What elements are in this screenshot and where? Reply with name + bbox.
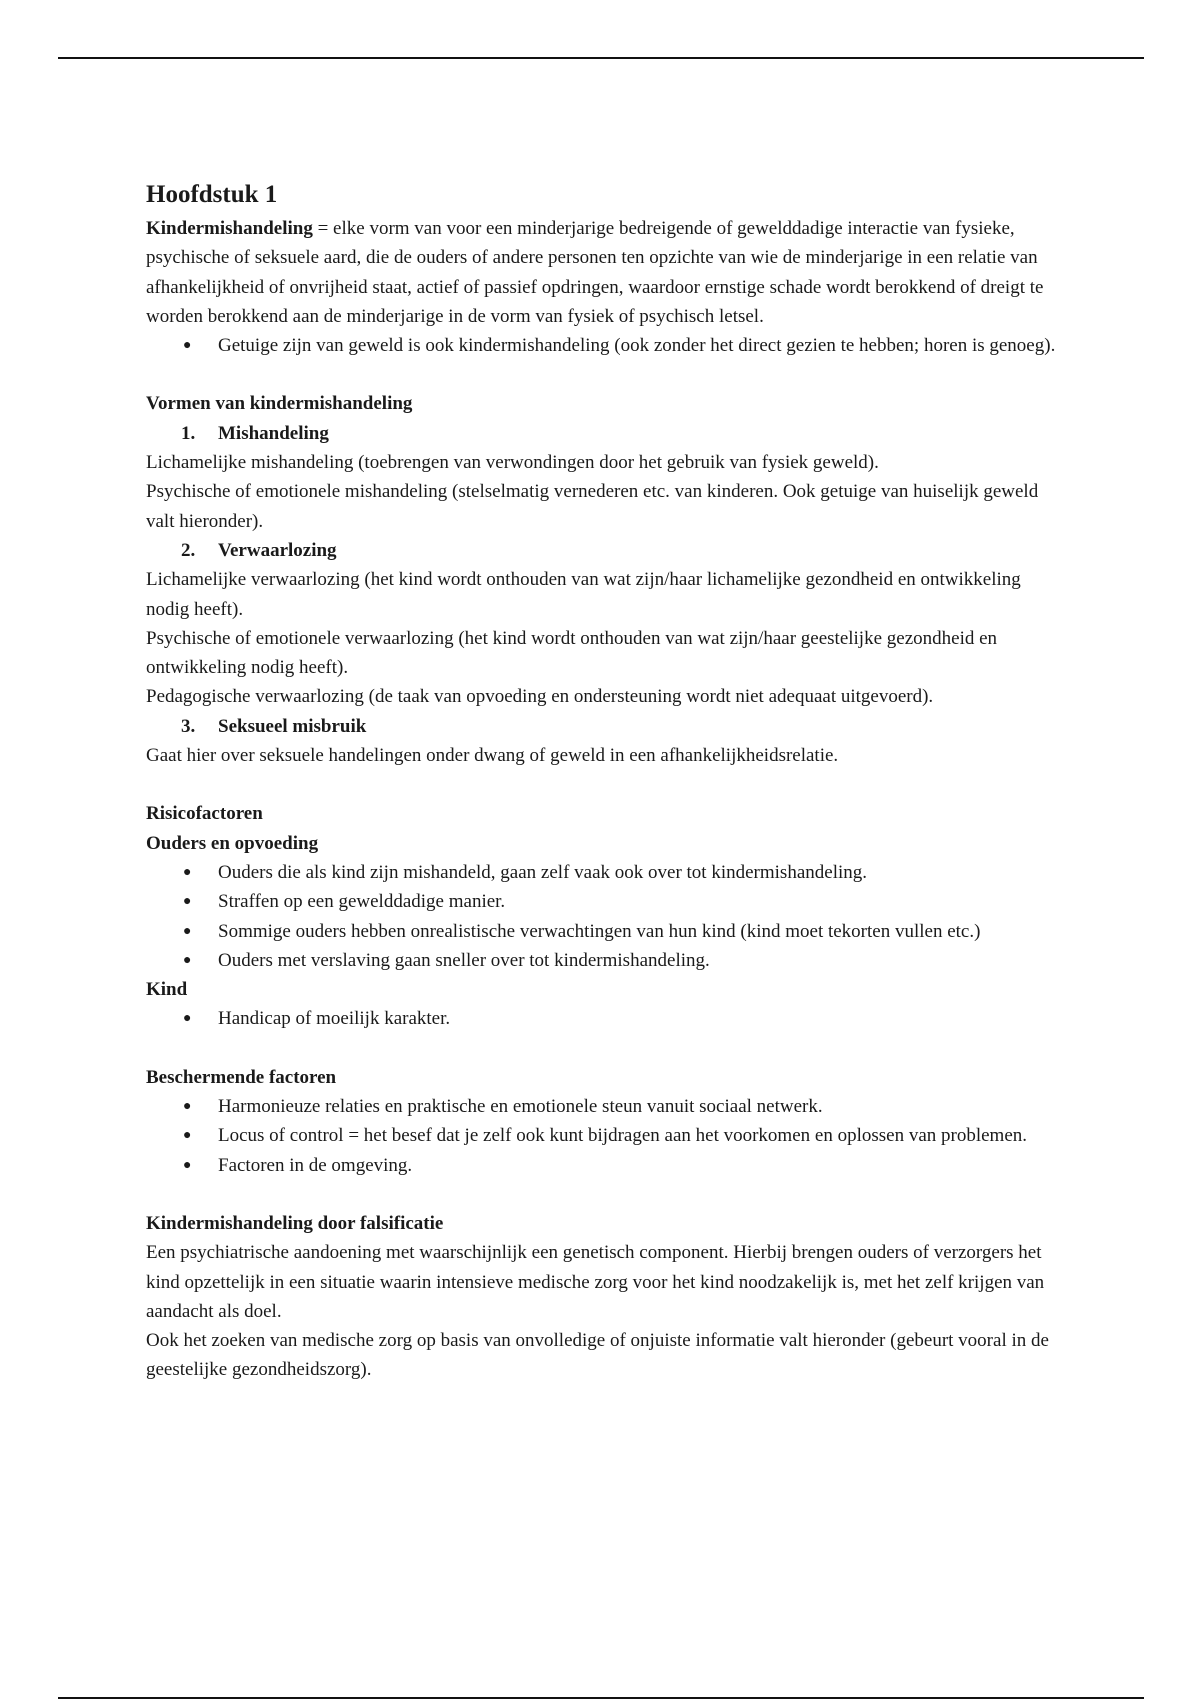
section-heading-falsificatie: Kindermishandeling door falsificatie xyxy=(146,1212,444,1234)
definition-paragraph xyxy=(146,214,1066,331)
subheading-kind: Kind xyxy=(146,979,188,1001)
section-heading-risico: Risicofactoren xyxy=(146,803,263,825)
list-item: ● Harmonieuze relaties en praktische en emotionele steun vanuit sociaal netwerk. xyxy=(146,1092,1066,1121)
list-item: ● Straffen op een gewelddadige manier. xyxy=(146,887,1066,916)
list-item: ● Ouders met verslaving gaan sneller over tot kindermishandeling. xyxy=(146,946,1066,975)
list-item: ● Getuige zijn van geweld is ook kindermishandeling (ook zonder het direct gezien te hebben; horen is genoeg). xyxy=(146,331,1066,360)
paragraph: Een psychiatrische aandoening met waarschijnlijk een genetisch component. Hierbij brengen ouders of verzorgers het kind opzettelijk in een situatie waarin intensieve medische zorg voor het kind noodzakelijk is, met het zelf krijgen van aandacht als doel. xyxy=(146,1242,1045,1322)
kind-list xyxy=(146,1004,1066,1033)
definition-list xyxy=(146,331,1066,360)
bescherm-list xyxy=(146,1092,1066,1180)
numbered-heading: 2. Verwaarlozing xyxy=(181,539,337,561)
paragraph: Gaat hier over seksuele handelingen onder dwang of geweld in een afhankelijkheidsrelatie. xyxy=(146,745,839,767)
paragraph: Psychische of emotionele verwaarlozing (het kind wordt onthouden van wat zijn/haar geestelijke gezondheid en ontwikkeling nodig heeft). xyxy=(146,627,998,679)
section-heading-vormen: Vormen van kindermishandeling xyxy=(146,393,413,415)
paragraph: Pedagogische verwaarlozing (de taak van opvoeding en ondersteuning wordt niet adequaat uitgevoerd). xyxy=(146,686,934,708)
ouders-list xyxy=(146,858,1066,975)
numbered-heading: 3. Seksueel misbruik xyxy=(181,715,367,737)
list-item: ● Locus of control = het besef dat je zelf ook kunt bijdragen aan het voorkomen en oplossen van problemen. xyxy=(146,1121,1066,1150)
document-body xyxy=(146,178,1066,1385)
subheading-ouders: Ouders en opvoeding xyxy=(146,832,319,854)
list-item: ● Handicap of moeilijk karakter. xyxy=(146,1004,1066,1033)
definition-term: Kindermishandeling xyxy=(146,218,313,239)
paragraph: Lichamelijke verwaarlozing (het kind wordt onthouden van wat zijn/haar lichamelijke gezondheid en ontwikkeling nodig heeft). xyxy=(146,569,1021,620)
section-heading-bescherm: Beschermende factoren xyxy=(146,1066,337,1088)
definition-text: = elke vorm van voor een minderjarige bedreigende of gewelddadige interactie van fysieke, psychische of seksuele aard, die de ouders of andere personen ten opzichte van wie de minderjarige in een relatie van afhankelijkheid of onvrijheid staat, actief of passief opdringen, waardoor ernstige schade wordt berokkend of dreigt te worden berokkend aan de minderjarige in de vorm van fysiek of psychisch letsel. xyxy=(146,218,1044,327)
list-item: ● Factoren in de omgeving. xyxy=(146,1151,1066,1180)
list-item: ● Ouders die als kind zijn mishandeld, gaan zelf vaak ook over tot kindermishandeling. xyxy=(146,858,1066,887)
page-title: Hoofdstuk 1 xyxy=(146,181,278,208)
paragraph: Psychische of emotionele mishandeling (stelselmatig vernederen etc. van kinderen. Ook getuige van huiselijk geweld valt hieronder). xyxy=(146,481,1039,532)
paragraph: Ook het zoeken van medische zorg op basis van onvolledige of onjuiste informatie valt hieronder (gebeurt vooral in de geestelijke gezondheidszorg). xyxy=(146,1330,1049,1381)
list-item: ● Sommige ouders hebben onrealistische verwachtingen van hun kind (kind moet tekorten vullen etc.) xyxy=(146,917,1066,946)
footer-rule xyxy=(58,1697,1144,1699)
paragraph: Lichamelijke mishandeling (toebrengen van verwondingen door het gebruik van fysiek geweld). xyxy=(146,452,879,474)
numbered-heading: 1. Mishandeling xyxy=(181,422,329,444)
header-rule xyxy=(58,57,1144,59)
